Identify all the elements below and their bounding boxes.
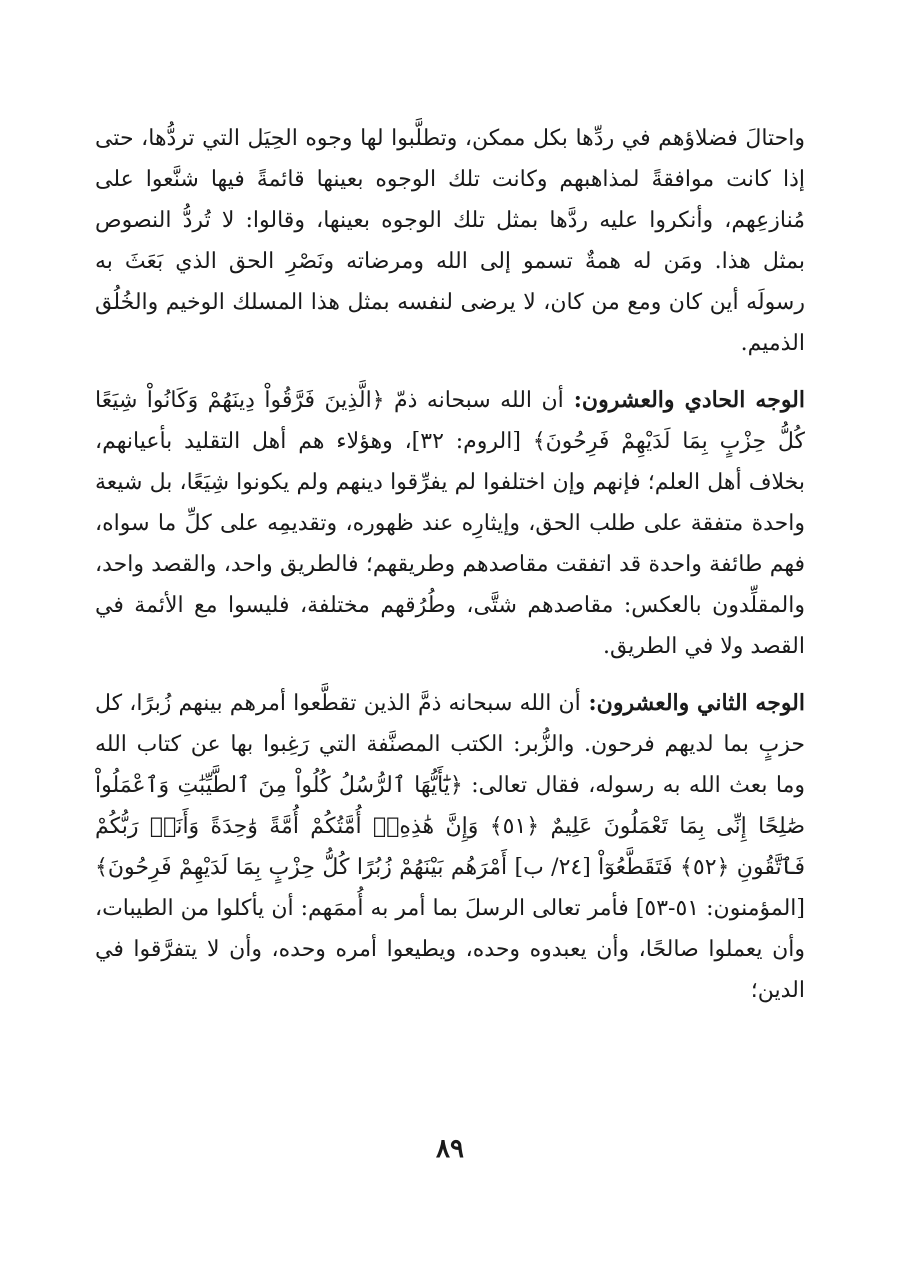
page-body bbox=[95, 118, 805, 1027]
paragraph-heading: الوجه الحادي والعشرون: bbox=[563, 387, 805, 413]
paragraph-text: أن الله سبحانه ذمَّ الذين تقطَّعوا أمرهم بينهم زُبرًا، كل حزبٍ بما لديهم فرحون. والزُّبر: الكتب المصنَّفة التي رَغِبوا بها عن كتاب الله وما بعث الله به رسوله، فقال تعالى: ﴿يَٰٓأَيُّهَا ٱلرُّسُلُ كُلُواْ مِنَ ٱلطَّيِّبَٰتِ وَٱعْمَلُواْ صَٰلِحًا إِنِّى بِمَا تَعْمَلُونَ عَلِيمٌ ﴿٥١﴾ وَإِنَّ هَٰذِهِۦٓ أُمَّتُكُمْ أُمَّةً وَٰحِدَةً وَأَنَا۠ رَبُّكُمْ فَٱتَّقُونِ ﴿٥٢﴾ فَتَقَطَّعُوٓاْ [٢٤/ ب] أَمْرَهُم بَيْنَهُمْ زُبُرًا كُلُّ حِزْبٍ بِمَا لَدَيْهِمْ فَرِحُونَ﴾ [المؤمنون: ٥١-٥٣] فأمر تعالى الرسلَ بما أمر به أُممَهم: أن يأكلوا من الطيبات، وأن يعملوا صالحًا، وأن يعبدوه وحده، ويطيعوا أمره وحده، وأن لا يتفرَّقوا في الدين؛ bbox=[95, 691, 806, 1003]
paragraph-1 bbox=[95, 118, 805, 364]
paragraph-2 bbox=[95, 380, 805, 667]
paragraph-3 bbox=[95, 683, 805, 1011]
paragraph-text: أن الله سبحانه ذمّ ﴿الَّذِينَ فَرَّقُواْ دِينَهُمْ وَكَانُواْ شِيَعًا كُلُّ حِزْبٍ بِمَا لَدَيْهِمْ فَرِحُونَ﴾ [الروم: ٣٢]، وهؤلاء هم أهل التقليد بأعيانهم، بخلاف أهل العلم؛ فإنهم وإن اختلفوا لم يفرِّقوا دينهم ولم يكونوا شِيَعًا، بل شيعة واحدة متفقة على طلب الحق، وإيثارِه عند ظهوره، وتقديمِه على كلِّ ما سواه، فهم طائفة واحدة قد اتفقت مقاصدهم وطريقهم؛ فالطريق واحد، والقصد واحد، والمقلِّدون بالعكس: مقاصدهم شتَّى، وطُرُقهم مختلفة، فليسوا مع الأئمة في القصد ولا في الطريق. bbox=[95, 388, 805, 659]
page-number: ٨٩ bbox=[436, 1134, 464, 1164]
paragraph-text: واحتالَ فضلاؤهم في ردِّها بكل ممكن، وتطلَّبوا لها وجوه الحِيَل التي تردُّها، حتى إذا كانت موافقةً لمذاهبهم وكانت تلك الوجوه بعينها قائمةً فيها شنَّعوا على مُنازعِهم، وأنكروا عليه ردَّها بمثل تلك الوجوه بعينها، وقالوا: لا تُردُّ النصوص بمثل هذا. ومَن له همةٌ تسمو إلى الله ومرضاته ونَصْرِ الحق الذي بَعَثَ به رسولَه أين كان ومع من كان، لا يرضى لنفسه بمثل هذا المسلك الوخيم والخُلُق الذميم. bbox=[95, 126, 805, 356]
paragraph-heading: الوجه الثاني والعشرون: bbox=[580, 690, 805, 716]
